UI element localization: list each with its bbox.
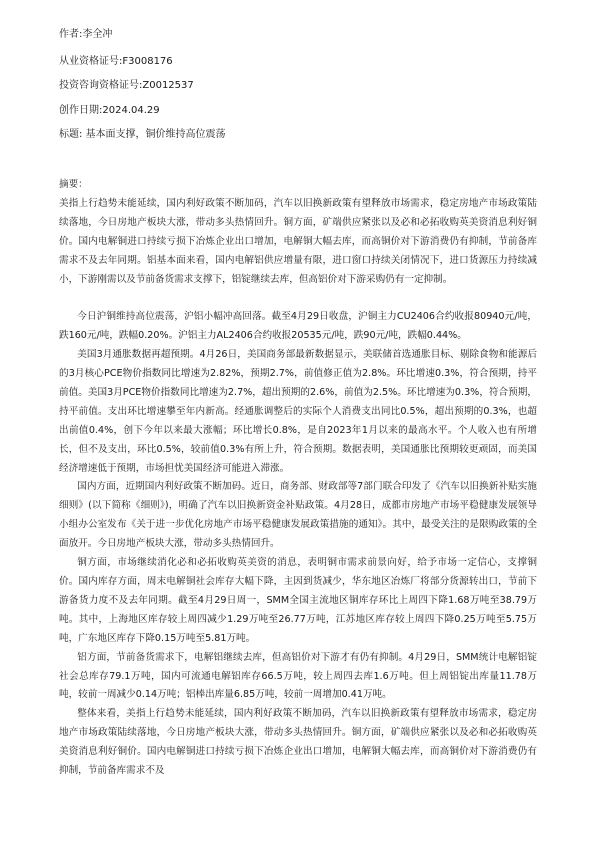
title-line: 标题: 基本面支撑，铜价维持高位震荡 bbox=[59, 129, 226, 140]
date-line: 创作日期:2024.04.29 bbox=[59, 105, 160, 116]
license-line: 从业资格证号:F3008176 bbox=[59, 56, 173, 67]
abstract-label: 摘要： bbox=[59, 179, 88, 190]
author-line: 作者:李全冲 bbox=[59, 29, 113, 40]
advisor-license-line: 投资咨询资格证号:Z0012537 bbox=[59, 80, 194, 91]
paragraph-copper: 铜方面，市场继续消化必和必拓收购英美资的消息，表明铜市需求前景向好，给予市场一定信心，支撑铜价。国内库存方面，周末电解铜社会库存大幅下降，主因到货减少，华东地区冶炼厂将部分货源转出口，节前下游备货力度不及去年同期。截至4月29日周一，SMM全国主流地区铜库存环比上周四下降1.68万吨至38.79万吨。其中，上海地区库存较上周四减少1.29万吨至26.77万吨，江苏地区库存较上周四下降0.25万吨至5.75万吨，广东地区库存下降0.15万吨至5.81万吨。 bbox=[59, 557, 537, 644]
paragraph-summary: 整体来看，美指上行趋势未能延续，国内利好政策不断加码，汽车以旧换新政策有望释放市场需求，稳定房地产市场政策陆续落地，今日房地产板块大涨，带动多头热情回升。铜方面，矿端供应紧张以及必和必拓收购英美资消息利好铜价。国内电解铜进口持续亏损下冶炼企业出口增加，电解铜大幅去库，而高铜价对下游消费仍有抑制，节前备库需求不及 bbox=[59, 708, 537, 777]
paragraph-market-close: 今日沪铜维持高位震荡，沪铝小幅冲高回落。截至4月29日收盘，沪铜主力CU2406合约收报80940元/吨，跌160元/吨，跌幅0.20%。沪铝主力AL2406合约收报20535元/吨，跌90元/吨，跌幅0.44%。 bbox=[59, 311, 537, 342]
paragraph-aluminum: 铝方面，节前备货需求下，电解铝继续去库，但高铝价对下游才有仍有抑制。4月29日，SMM统计电解铝锭社会总库存79.1万吨，国内可流通电解铝库存66.5万吨，较上周四去库1.6万吨。但上周铝锭出库量11.78万吨，较前一周减少0.14万吨；铝棒出库量6.85万吨，较前一周增加0.41万吨。 bbox=[59, 651, 537, 701]
abstract-paragraph: 美指上行趋势未能延续，国内利好政策不断加码，汽车以旧换新政策有望释放市场需求，稳定房地产市场政策陆续落地，今日房地产板块大涨，带动多头热情回升。铜方面，矿端供应紧张以及必和必拓收购英美资消息利好铜价。国内电解铜进口持续亏损下冶炼企业出口增加，电解铜大幅去库，而高铜价对下游消费仍有抑制，节前备库需求不及去年同期。铝基本面来看，国内电解铝供应增量有限，进口窗口持续关闭情况下，进口货源压力持续减小，下游刚需以及节前备货需求支撑下，铝锭继续去库，但高铝价对下游采购仍有一定抑制。 bbox=[59, 197, 537, 285]
article-body bbox=[59, 176, 537, 781]
paragraph-us-inflation: 美国3月通胀数据再超预期。4月26日，美国商务部最新数据显示，美联储首选通胀目标、剔除食物和能源后的3月核心PCE物价指数同比增速为2.82%，预期2.7%，前值修正值为2.8%。环比增速0.3%，符合预期，持平前值。美国3月PCE物价指数同比增速为2.7%，超出预期的2.6%，前值为2.5%。环比增速为0.3%，符合预期，持平前值。支出环比增速攀至年内新高。经通胀调整后的实际个人消费支出同比0.5%，超出预期的0.3%，也超出前值0.4%，创下今年以来最大涨幅；环比增长0.8%，是自2023年1月以来的最高水平。个人收入也有所增长，但不及支出，环比0.5%，较前值0.3%有所上升，符合预期。数据表明，美国通胀比预期较更顽固，而美国经济增速低于预期，市场担忧美国经济可能进入滞涨。 bbox=[59, 349, 537, 474]
paragraph-domestic-policy: 国内方面，近期国内利好政策不断加码。近日，商务部、财政部等7部门联合印发了《汽车以旧换新补贴实施细则》(以下简称《细则》)，明确了汽车以旧换新资金补贴政策。4月28日，成都市房地产市场平稳健康发展领导小组办公室发布《关于进一步优化房地产市场平稳健康发展政策措施的通知》。其中，最受关注的是限购政策的全面放开。今日房地产板块大涨，带动多头热情回升。 bbox=[59, 481, 537, 550]
